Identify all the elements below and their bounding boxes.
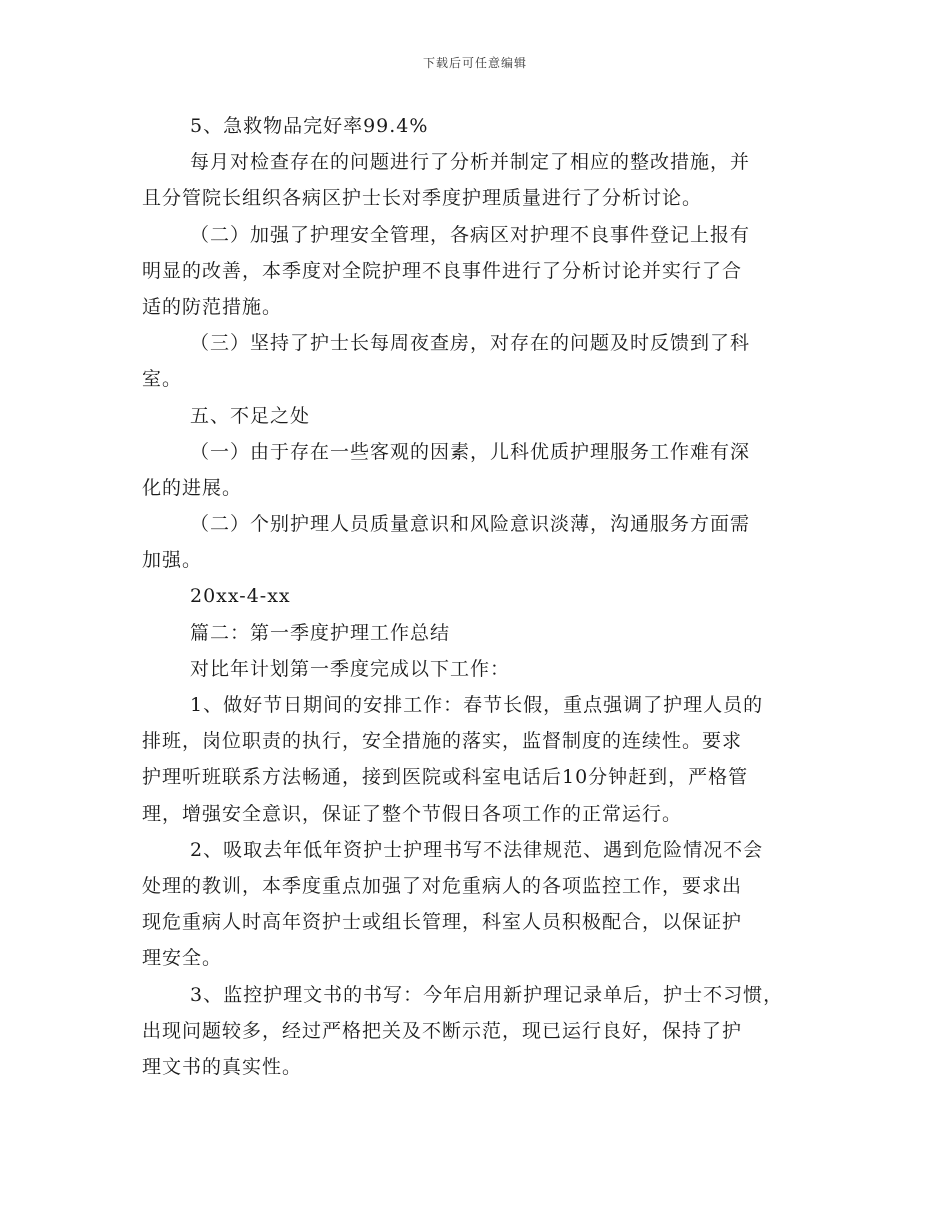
text-line: 3、监控护理文书的书写：今年启用新护理记录单后，护士不习惯， [190, 983, 784, 1006]
text-line: （一）由于存在一些客观的因素，儿科优质护理服务工作难有深 [190, 440, 751, 463]
text-line: 出现问题较多，经过严格把关及不断示范，现已运行良好，保持了护 [142, 1019, 743, 1042]
text-line: 理，增强安全意识，保证了整个节假日各项工作的正常运行。 [142, 802, 683, 825]
text-line: 适的防范措施。 [142, 295, 283, 318]
section-heading: 五、不足之处 [190, 404, 311, 427]
text-line: 护理听班联系方法畅通，接到医院或科室电话后10分钟赶到，严格管 [142, 766, 749, 789]
text-line: 对比年计划第一季度完成以下工作： [190, 657, 511, 680]
text-line: 理文书的真实性。 [142, 1055, 303, 1078]
text-line: 处理的教训，本季度重点加强了对危重病人的各项监控工作，要求出 [142, 874, 743, 897]
text-line: 加强。 [142, 549, 203, 572]
date-line: 20xx-4-xx [190, 585, 291, 608]
text-line: 2、吸取去年低年资护士护理书写不法律规范、遇到危险情况不会 [190, 838, 764, 861]
text-line: 5、急救物品完好率99.4% [190, 115, 429, 137]
text-line: 明显的改善，本季度对全院护理不良事件进行了分析讨论并实行了合 [142, 259, 743, 282]
text-line: 且分管院长组织各病区护士长对季度护理质量进行了分析讨论。 [142, 187, 703, 210]
text-line: 1、做好节日期间的安排工作：春节长假，重点强调了护理人员的 [190, 694, 764, 716]
text-line: （三）坚持了护士长每周夜查房，对存在的问题及时反馈到了科 [190, 332, 751, 355]
text-line: 理安全。 [142, 947, 223, 970]
page-header: 下载后可任意编辑 [422, 56, 527, 70]
section-heading: 篇二：第一季度护理工作总结 [190, 621, 451, 644]
text-line: （二）个别护理人员质量意识和风险意识淡薄，沟通服务方面需 [190, 513, 751, 536]
document-body [142, 108, 810, 1085]
text-line: 现危重病人时高年资护士或组长管理，科室人员积极配合，以保证护 [142, 911, 743, 934]
text-line: 化的进展。 [142, 476, 243, 499]
text-line: 室。 [142, 368, 183, 391]
text-line: 每月对检查存在的问题进行了分析并制定了相应的整改措施，并 [190, 151, 751, 174]
text-line: 排班，岗位职责的执行，安全措施的落实，监督制度的连续性。要求 [142, 730, 743, 753]
text-line: （二）加强了护理安全管理，各病区对护理不良事件登记上报有 [190, 223, 751, 246]
